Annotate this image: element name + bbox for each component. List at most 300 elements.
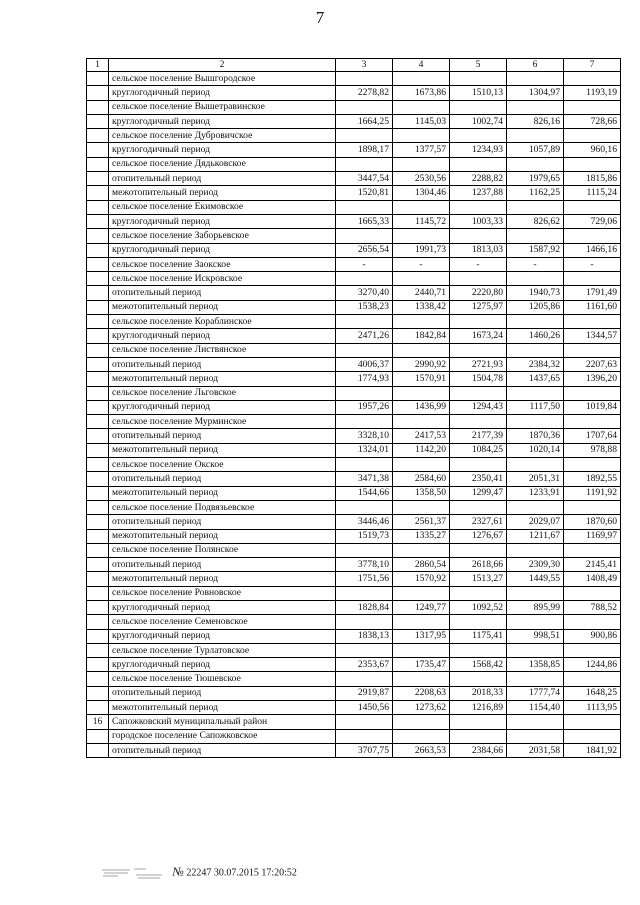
- value-cell-col4: 1842,84: [393, 329, 450, 343]
- value-cell-col7: 1244,86: [564, 658, 621, 672]
- value-cell-col3: [336, 458, 393, 472]
- value-cell-col6: 826,62: [507, 214, 564, 228]
- row-number-cell: [87, 243, 109, 257]
- value-cell-col7: 1161,60: [564, 300, 621, 314]
- row-number-cell: [87, 72, 109, 86]
- header-cell-6: 6: [507, 59, 564, 72]
- table-row: [87, 357, 621, 371]
- value-cell-col5: [450, 586, 507, 600]
- value-cell-col7: 1115,24: [564, 186, 621, 200]
- settlement-name-cell: Сапожковский муниципальный район: [109, 715, 336, 729]
- settlement-name-cell: сельское поселение Семеновское: [109, 615, 336, 629]
- value-cell-col3: [336, 100, 393, 114]
- value-cell-col6: 1979,65: [507, 172, 564, 186]
- value-cell-col6: [507, 129, 564, 143]
- value-cell-col6: 1057,89: [507, 143, 564, 157]
- row-number-cell: [87, 529, 109, 543]
- value-cell-col5: 2220,80: [450, 286, 507, 300]
- value-cell-col4: [393, 272, 450, 286]
- value-cell-col5: 1294,43: [450, 400, 507, 414]
- value-cell-col3: 1838,13: [336, 629, 393, 643]
- value-cell-col6: 2309,30: [507, 558, 564, 572]
- value-cell-col4: 2663,53: [393, 743, 450, 757]
- value-cell-col5: 1673,24: [450, 329, 507, 343]
- value-cell-col5: 2350,41: [450, 472, 507, 486]
- value-cell-col4: 1436,99: [393, 400, 450, 414]
- value-cell-col7: [564, 157, 621, 171]
- value-cell-col5: [450, 729, 507, 743]
- value-cell-col6: 998,51: [507, 629, 564, 643]
- settlement-name-cell: городское поселение Сапожковское: [109, 729, 336, 743]
- value-cell-col4: [393, 129, 450, 143]
- value-cell-col7: [564, 200, 621, 214]
- period-label-cell: круглогодичный период: [109, 658, 336, 672]
- period-label-cell: межотопительный период: [109, 486, 336, 500]
- value-cell-col4: 1317,95: [393, 629, 450, 643]
- value-cell-col4: 2530,56: [393, 172, 450, 186]
- value-cell-col3: [336, 343, 393, 357]
- period-label-cell: круглогодичный период: [109, 243, 336, 257]
- value-cell-col4: 1570,92: [393, 572, 450, 586]
- row-number-cell: [87, 157, 109, 171]
- settlement-name-row: [87, 200, 621, 214]
- settlement-name-cell: сельское поселение Искровское: [109, 272, 336, 286]
- settlement-name-row: [87, 643, 621, 657]
- value-cell-col5: [450, 500, 507, 514]
- value-cell-col6: -: [507, 257, 564, 271]
- value-cell-col6: 1205,86: [507, 300, 564, 314]
- value-cell-col4: 2417,53: [393, 429, 450, 443]
- settlement-name-row: [87, 615, 621, 629]
- value-cell-col5: 2288,82: [450, 172, 507, 186]
- settlement-name-cell: сельское поселение Тюшевское: [109, 672, 336, 686]
- value-cell-col6: [507, 315, 564, 329]
- period-label-cell: межотопительный период: [109, 186, 336, 200]
- value-cell-col3: [336, 157, 393, 171]
- row-number-cell: [87, 172, 109, 186]
- value-cell-col5: 1092,52: [450, 600, 507, 614]
- row-number-cell: [87, 600, 109, 614]
- row-number-cell: [87, 372, 109, 386]
- value-cell-col7: [564, 343, 621, 357]
- row-number-cell: [87, 100, 109, 114]
- value-cell-col7: 960,16: [564, 143, 621, 157]
- value-cell-col7: 1019,84: [564, 400, 621, 414]
- row-number-cell: [87, 515, 109, 529]
- value-cell-col4: 1145,72: [393, 214, 450, 228]
- table-row: [87, 558, 621, 572]
- value-cell-col5: 2384,66: [450, 743, 507, 757]
- table-row: [87, 257, 621, 271]
- value-cell-col3: 3446,46: [336, 515, 393, 529]
- value-cell-col3: [336, 643, 393, 657]
- value-cell-col6: 2384,32: [507, 357, 564, 371]
- value-cell-col7: 728,66: [564, 114, 621, 128]
- value-cell-col7: 1707,64: [564, 429, 621, 443]
- table-row: [87, 400, 621, 414]
- value-cell-col7: 1344,57: [564, 329, 621, 343]
- tariff-table-body: [87, 59, 621, 758]
- value-cell-col5: 1216,89: [450, 701, 507, 715]
- value-cell-col5: 1234,93: [450, 143, 507, 157]
- value-cell-col6: [507, 586, 564, 600]
- settlement-name-row: [87, 272, 621, 286]
- value-cell-col7: 1191,92: [564, 486, 621, 500]
- value-cell-col6: 1162,25: [507, 186, 564, 200]
- value-cell-col7: 2145,41: [564, 558, 621, 572]
- value-cell-col5: 2177,39: [450, 429, 507, 443]
- value-cell-col7: 1113,95: [564, 701, 621, 715]
- value-cell-col3: 3707,75: [336, 743, 393, 757]
- value-cell-col7: [564, 272, 621, 286]
- settlement-name-row: [87, 458, 621, 472]
- table-row: [87, 529, 621, 543]
- value-cell-col6: [507, 458, 564, 472]
- value-cell-col7: [564, 586, 621, 600]
- value-cell-col6: 1940,73: [507, 286, 564, 300]
- value-cell-col7: 1892,55: [564, 472, 621, 486]
- value-cell-col4: 1358,50: [393, 486, 450, 500]
- period-label-cell: круглогодичный период: [109, 214, 336, 228]
- settlement-name-cell: сельское поселение Вышгородское: [109, 72, 336, 86]
- value-cell-col4: -: [393, 257, 450, 271]
- period-label-cell: отопительный период: [109, 515, 336, 529]
- value-cell-col5: [450, 157, 507, 171]
- value-cell-col3: 1898,17: [336, 143, 393, 157]
- value-cell-col3: 1520,81: [336, 186, 393, 200]
- settlement-name-cell: сельское поселение Льговское: [109, 386, 336, 400]
- period-label-cell: круглогодичный период: [109, 329, 336, 343]
- row-number-cell: [87, 415, 109, 429]
- table-row: [87, 186, 621, 200]
- value-cell-col4: 1304,46: [393, 186, 450, 200]
- value-cell-col5: [450, 672, 507, 686]
- period-label-cell: межотопительный период: [109, 701, 336, 715]
- table-header-row: [87, 59, 621, 72]
- value-cell-col5: [450, 229, 507, 243]
- page-number: 7: [315, 8, 325, 27]
- value-cell-col4: [393, 500, 450, 514]
- value-cell-col5: [450, 715, 507, 729]
- value-cell-col5: 1003,33: [450, 214, 507, 228]
- value-cell-col5: [450, 543, 507, 557]
- value-cell-col4: 1273,62: [393, 701, 450, 715]
- settlement-name-cell: сельское поселение Заборьевское: [109, 229, 336, 243]
- settlement-name-cell: сельское поселение Листвянское: [109, 343, 336, 357]
- number-sign: №: [172, 864, 184, 879]
- value-cell-col3: 2353,67: [336, 658, 393, 672]
- value-cell-col7: [564, 458, 621, 472]
- value-cell-col3: 1519,73: [336, 529, 393, 543]
- value-cell-col4: [393, 315, 450, 329]
- stamp-mark: [100, 864, 166, 882]
- table-row: [87, 600, 621, 614]
- value-cell-col6: [507, 157, 564, 171]
- value-cell-col4: 1338,42: [393, 300, 450, 314]
- row-number-cell: [87, 143, 109, 157]
- value-cell-col4: 1249,77: [393, 600, 450, 614]
- settlement-name-cell: сельское поселение Кораблинское: [109, 315, 336, 329]
- value-cell-col6: 826,16: [507, 114, 564, 128]
- settlement-name-row: [87, 343, 621, 357]
- value-cell-col4: 1377,57: [393, 143, 450, 157]
- value-cell-col5: [450, 615, 507, 629]
- value-cell-col3: 1544,66: [336, 486, 393, 500]
- value-cell-col4: [393, 672, 450, 686]
- value-cell-col3: 1324,01: [336, 443, 393, 457]
- period-label-cell: межотопительный период: [109, 572, 336, 586]
- value-cell-col7: 1396,20: [564, 372, 621, 386]
- value-cell-col5: 1175,41: [450, 629, 507, 643]
- value-cell-col3: [336, 272, 393, 286]
- value-cell-col4: [393, 729, 450, 743]
- value-cell-col6: 1211,67: [507, 529, 564, 543]
- value-cell-col5: [450, 458, 507, 472]
- value-cell-col7: [564, 386, 621, 400]
- value-cell-col5: -: [450, 257, 507, 271]
- settlement-name-cell: сельское поселение Мурминское: [109, 415, 336, 429]
- row-number-cell: [87, 572, 109, 586]
- value-cell-col3: [336, 586, 393, 600]
- value-cell-col3: 3778,10: [336, 558, 393, 572]
- value-cell-col3: [336, 729, 393, 743]
- value-cell-col3: [336, 415, 393, 429]
- value-cell-col3: 1665,33: [336, 214, 393, 228]
- row-number-cell: [87, 729, 109, 743]
- value-cell-col6: [507, 543, 564, 557]
- value-cell-col4: 1735,47: [393, 658, 450, 672]
- row-number-cell: [87, 214, 109, 228]
- row-number-cell: [87, 658, 109, 672]
- row-number-cell: [87, 229, 109, 243]
- value-cell-col4: 2208,63: [393, 686, 450, 700]
- value-cell-col6: [507, 100, 564, 114]
- row-number-cell: [87, 300, 109, 314]
- row-number-cell: [87, 743, 109, 757]
- value-cell-col7: 1791,49: [564, 286, 621, 300]
- value-cell-col6: [507, 72, 564, 86]
- period-label-cell: межотопительный период: [109, 443, 336, 457]
- value-cell-col7: 1841,92: [564, 743, 621, 757]
- value-cell-col5: [450, 72, 507, 86]
- value-cell-col5: 1276,67: [450, 529, 507, 543]
- value-cell-col5: 1299,47: [450, 486, 507, 500]
- value-cell-col6: 1449,55: [507, 572, 564, 586]
- settlement-name-row: [87, 157, 621, 171]
- value-cell-col6: 1154,40: [507, 701, 564, 715]
- value-cell-col5: 2327,61: [450, 515, 507, 529]
- value-cell-col6: [507, 500, 564, 514]
- period-label-cell: отопительный период: [109, 472, 336, 486]
- period-label-cell: отопительный период: [109, 743, 336, 757]
- value-cell-col3: 3447,54: [336, 172, 393, 186]
- value-cell-col3: 1774,93: [336, 372, 393, 386]
- value-cell-col6: 2029,07: [507, 515, 564, 529]
- value-cell-col4: [393, 643, 450, 657]
- value-cell-col6: [507, 729, 564, 743]
- period-label-cell: сельское поселение Заокское: [109, 257, 336, 271]
- settlement-name-row: [87, 415, 621, 429]
- value-cell-col3: [336, 386, 393, 400]
- value-cell-col4: 1335,27: [393, 529, 450, 543]
- header-cell-5: 5: [450, 59, 507, 72]
- value-cell-col6: 2031,58: [507, 743, 564, 757]
- value-cell-col7: 2207,63: [564, 357, 621, 371]
- value-cell-col4: [393, 715, 450, 729]
- value-cell-col7: 1193,19: [564, 86, 621, 100]
- row-number-cell: [87, 257, 109, 271]
- table-row: [87, 243, 621, 257]
- value-cell-col5: 2721,93: [450, 357, 507, 371]
- value-cell-col7: 1408,49: [564, 572, 621, 586]
- value-cell-col5: [450, 643, 507, 657]
- value-cell-col4: 2440,71: [393, 286, 450, 300]
- value-cell-col3: [336, 72, 393, 86]
- settlement-name-row: [87, 543, 621, 557]
- settlement-name-row: [87, 229, 621, 243]
- table-row: [87, 701, 621, 715]
- value-cell-col7: 1169,97: [564, 529, 621, 543]
- table-row: [87, 472, 621, 486]
- value-cell-col6: [507, 272, 564, 286]
- settlement-name-row: [87, 672, 621, 686]
- value-cell-col6: [507, 200, 564, 214]
- value-cell-col3: 1751,56: [336, 572, 393, 586]
- value-cell-col3: [336, 229, 393, 243]
- value-cell-col3: 4006,37: [336, 357, 393, 371]
- row-number-cell: [87, 186, 109, 200]
- row-number-cell: [87, 386, 109, 400]
- period-label-cell: отопительный период: [109, 286, 336, 300]
- value-cell-col5: 1275,97: [450, 300, 507, 314]
- value-cell-col7: -: [564, 257, 621, 271]
- value-cell-col5: [450, 272, 507, 286]
- value-cell-col6: [507, 643, 564, 657]
- value-cell-col7: 1466,16: [564, 243, 621, 257]
- period-label-cell: круглогодичный период: [109, 143, 336, 157]
- table-row: [87, 114, 621, 128]
- value-cell-col6: 1358,85: [507, 658, 564, 672]
- value-cell-col4: 2990,92: [393, 357, 450, 371]
- value-cell-col7: 1648,25: [564, 686, 621, 700]
- row-number-cell: [87, 615, 109, 629]
- value-cell-col7: 788,52: [564, 600, 621, 614]
- table-row: [87, 515, 621, 529]
- value-cell-col4: 2860,54: [393, 558, 450, 572]
- value-cell-col5: [450, 343, 507, 357]
- settlement-name-cell: сельское поселение Дядьковское: [109, 157, 336, 171]
- header-cell-7: 7: [564, 59, 621, 72]
- row-number-cell: [87, 486, 109, 500]
- value-cell-col5: 1510,13: [450, 86, 507, 100]
- table-row: [87, 429, 621, 443]
- row-number-cell: [87, 357, 109, 371]
- row-number-cell: [87, 458, 109, 472]
- table-row: [87, 572, 621, 586]
- value-cell-col3: 3270,40: [336, 286, 393, 300]
- value-cell-col6: 1020,14: [507, 443, 564, 457]
- value-cell-col3: [336, 543, 393, 557]
- value-cell-col7: [564, 229, 621, 243]
- value-cell-col6: [507, 615, 564, 629]
- header-cell-2: 2: [109, 59, 336, 72]
- tariff-table: [86, 58, 621, 758]
- value-cell-col6: 1437,65: [507, 372, 564, 386]
- value-cell-col6: [507, 343, 564, 357]
- value-cell-col7: [564, 415, 621, 429]
- settlement-name-cell: сельское поселение Дубровичское: [109, 129, 336, 143]
- value-cell-col6: 1460,26: [507, 329, 564, 343]
- value-cell-col5: [450, 415, 507, 429]
- value-cell-col4: 1673,86: [393, 86, 450, 100]
- value-cell-col3: [336, 715, 393, 729]
- row-number-cell: [87, 500, 109, 514]
- row-number-cell: [87, 701, 109, 715]
- value-cell-col4: 2561,37: [393, 515, 450, 529]
- value-cell-col7: [564, 100, 621, 114]
- period-label-cell: круглогодичный период: [109, 86, 336, 100]
- value-cell-col3: 2278,82: [336, 86, 393, 100]
- period-label-cell: отопительный период: [109, 558, 336, 572]
- value-cell-col7: 978,88: [564, 443, 621, 457]
- value-cell-col6: [507, 672, 564, 686]
- value-cell-col3: 2919,87: [336, 686, 393, 700]
- header-cell-1: 1: [87, 59, 109, 72]
- value-cell-col6: [507, 715, 564, 729]
- period-label-cell: круглогодичный период: [109, 629, 336, 643]
- value-cell-col5: 1568,42: [450, 658, 507, 672]
- row-number-cell: [87, 629, 109, 643]
- table-row: [87, 329, 621, 343]
- period-label-cell: круглогодичный период: [109, 400, 336, 414]
- period-label-cell: отопительный период: [109, 429, 336, 443]
- value-cell-col4: [393, 200, 450, 214]
- value-cell-col4: [393, 72, 450, 86]
- row-number-cell: [87, 200, 109, 214]
- period-label-cell: отопительный период: [109, 686, 336, 700]
- row-number-cell: 16: [87, 715, 109, 729]
- table-row: [87, 172, 621, 186]
- settlement-name-row: [87, 129, 621, 143]
- value-cell-col6: 1870,36: [507, 429, 564, 443]
- row-number-cell: [87, 400, 109, 414]
- value-cell-col3: [336, 672, 393, 686]
- value-cell-col6: 1777,74: [507, 686, 564, 700]
- row-number-cell: [87, 543, 109, 557]
- value-cell-col5: 1002,74: [450, 114, 507, 128]
- period-label-cell: круглогодичный период: [109, 114, 336, 128]
- value-cell-col7: [564, 72, 621, 86]
- settlement-name-row: [87, 715, 621, 729]
- settlement-name-cell: сельское поселение Полянское: [109, 543, 336, 557]
- value-cell-col3: [336, 500, 393, 514]
- period-label-cell: отопительный период: [109, 357, 336, 371]
- row-number-cell: [87, 643, 109, 657]
- value-cell-col5: 2018,33: [450, 686, 507, 700]
- table-row: [87, 658, 621, 672]
- value-cell-col3: [336, 129, 393, 143]
- value-cell-col3: [336, 615, 393, 629]
- row-number-cell: [87, 558, 109, 572]
- value-cell-col7: 1815,86: [564, 172, 621, 186]
- document-registration-stamp: 22247 30.07.2015 17:20:52: [186, 867, 297, 879]
- settlement-name-row: [87, 729, 621, 743]
- value-cell-col3: 3471,38: [336, 472, 393, 486]
- settlement-name-cell: сельское поселение Турлатовское: [109, 643, 336, 657]
- value-cell-col7: [564, 543, 621, 557]
- value-cell-col7: 1870,60: [564, 515, 621, 529]
- table-row: [87, 443, 621, 457]
